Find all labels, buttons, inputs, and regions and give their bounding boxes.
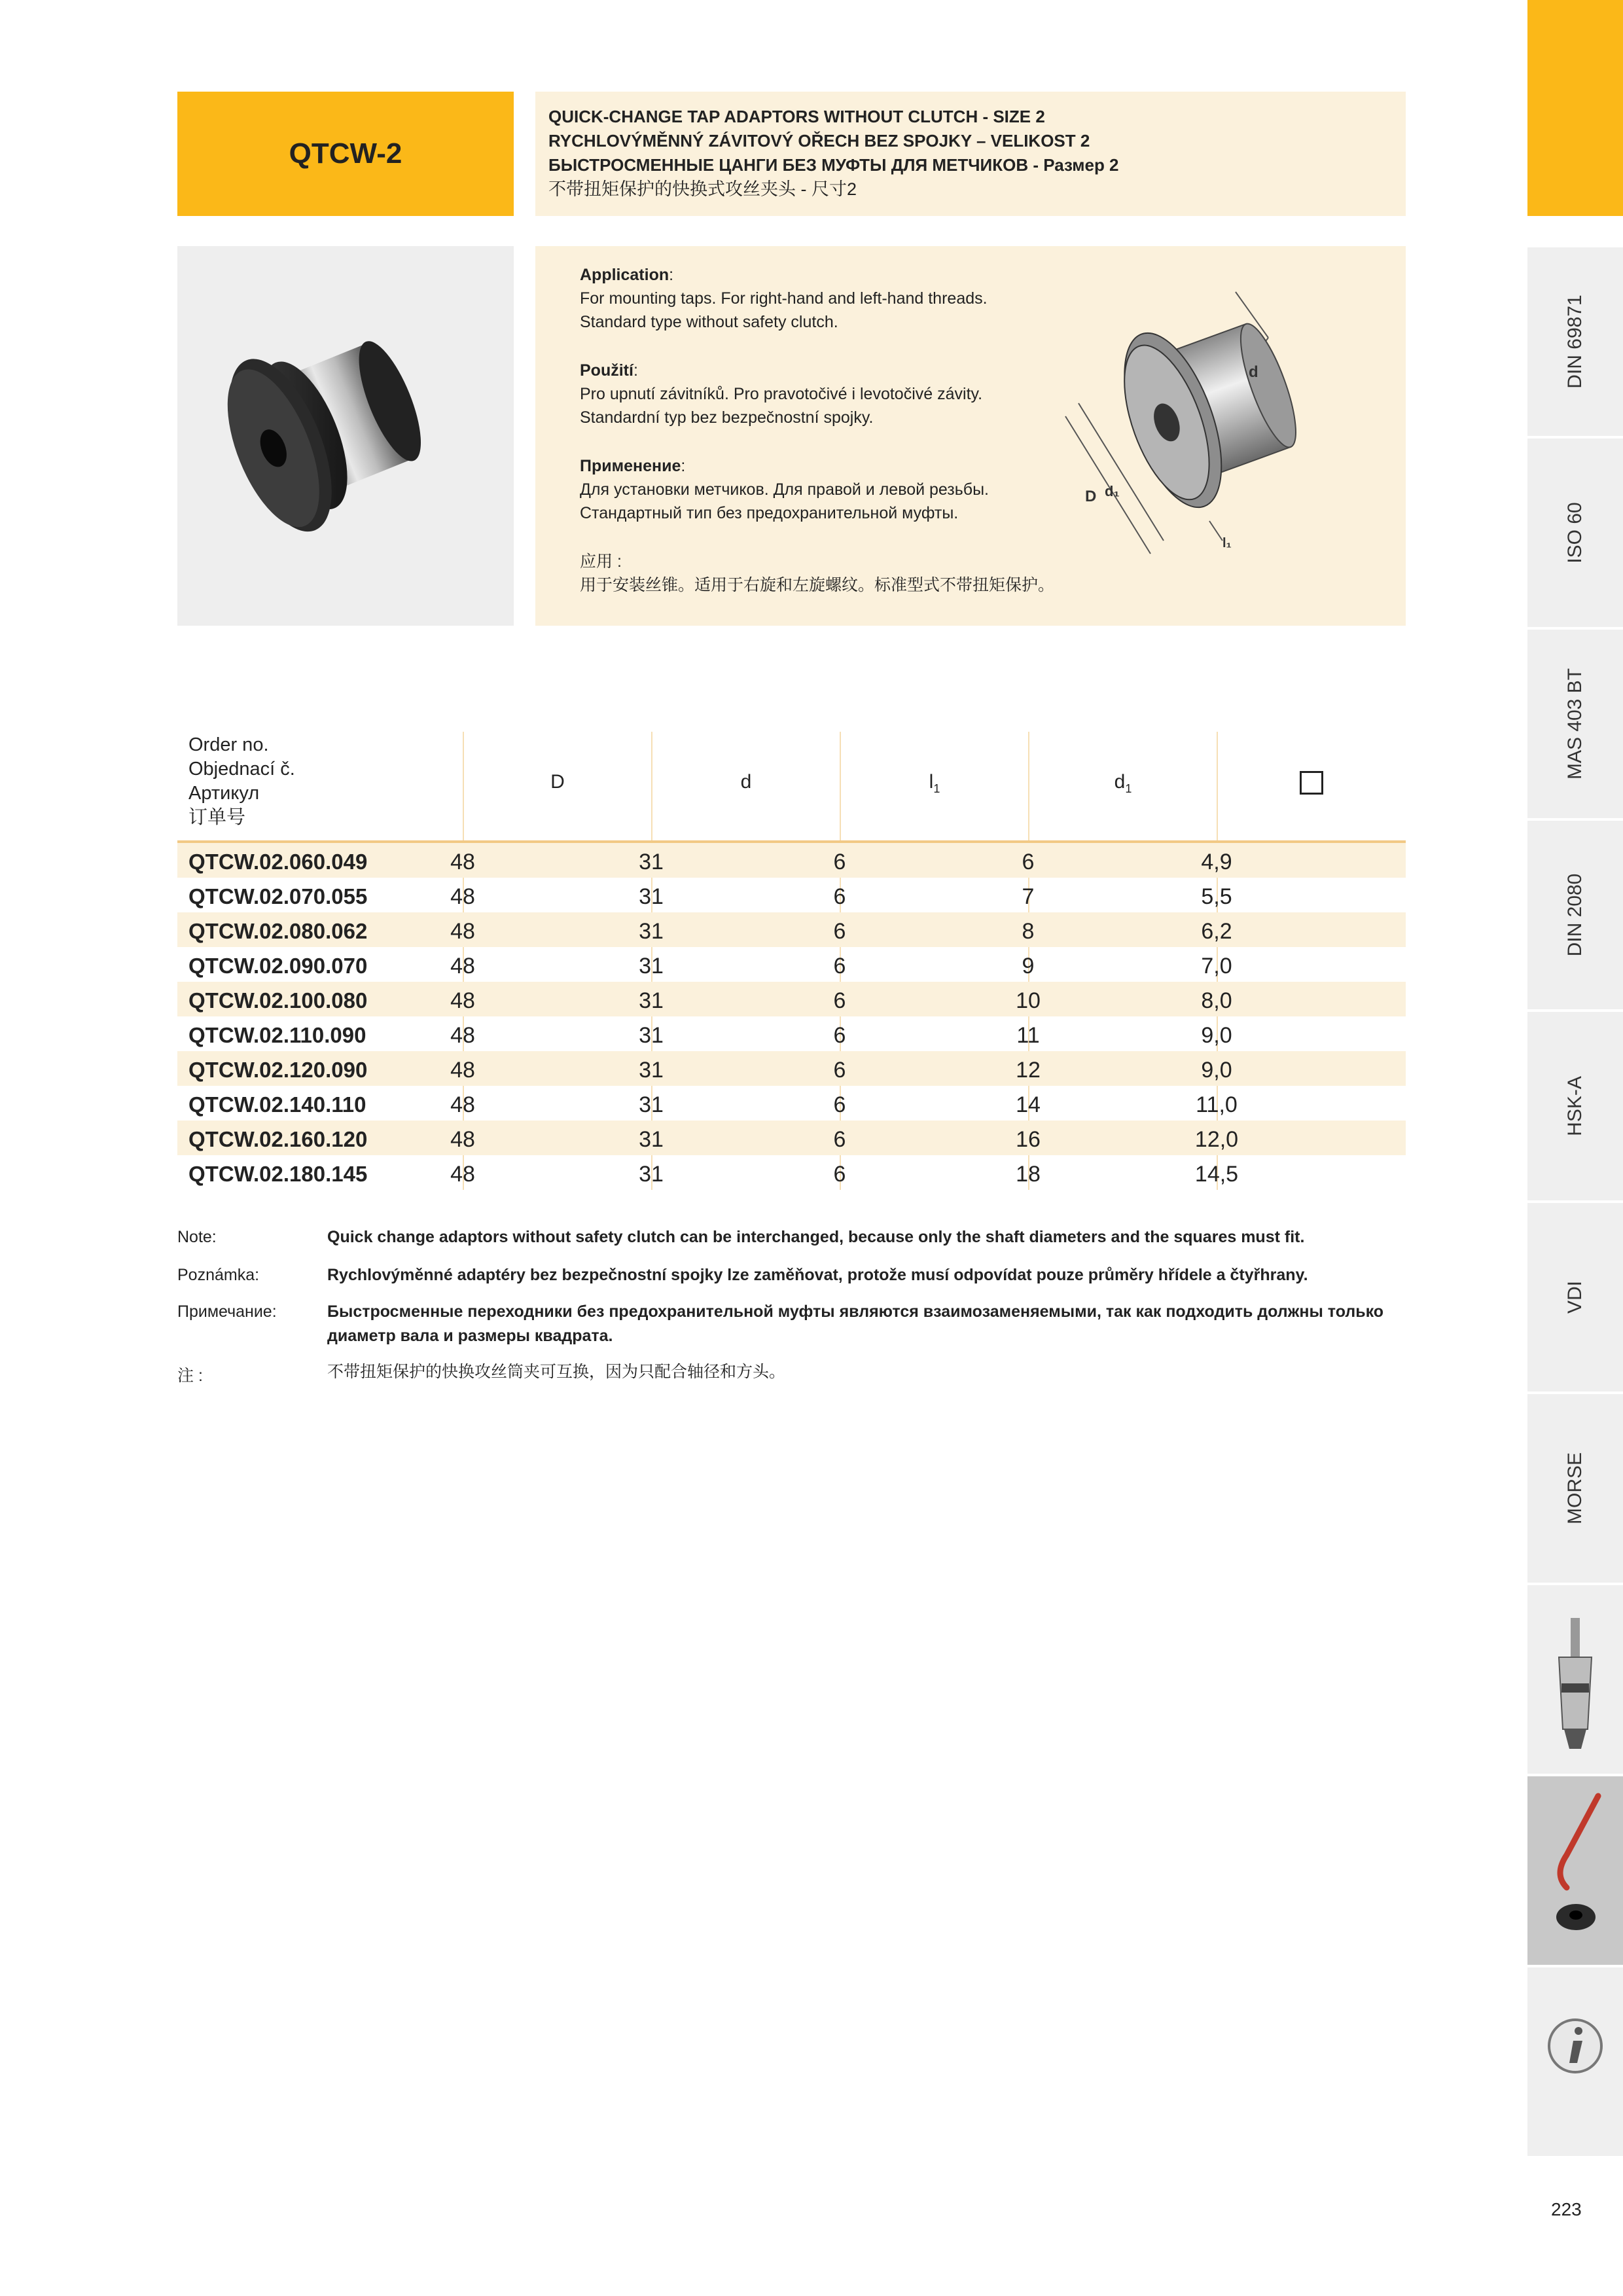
cell-D: 48 [450, 919, 475, 944]
square-icon [1300, 771, 1323, 795]
order-code: QTCW.02.060.049 [188, 850, 368, 874]
order-code: QTCW.02.120.090 [188, 1058, 368, 1082]
table-row [177, 1086, 1406, 1121]
col-header-D: D [550, 771, 565, 793]
cell-d1: 18 [1016, 1162, 1041, 1187]
cell-d: 31 [639, 1127, 664, 1152]
technical-drawing [1052, 272, 1393, 560]
table-row [177, 1016, 1406, 1051]
application-en-line1: For mounting taps. For right-hand and left-hand threads. [580, 289, 988, 308]
cell-square: 12,0 [1194, 1127, 1239, 1152]
order-no-ru: Артикул [188, 783, 260, 804]
cell-d: 31 [639, 1092, 664, 1117]
order-code: QTCW.02.090.070 [188, 954, 368, 978]
tab-info[interactable] [1527, 1967, 1623, 2156]
cell-l1: 6 [833, 919, 846, 944]
tab-drill-chuck[interactable] [1527, 1585, 1623, 1774]
cell-d: 31 [639, 1162, 664, 1187]
note-text-en: Quick change adaptors without safety clutch can be interchanged, because only the shaft diameters and the squares must fit. [327, 1228, 1305, 1246]
label-d1: d₁ [1105, 483, 1120, 499]
cell-d1: 6 [1022, 850, 1035, 874]
product-code-box [177, 92, 514, 216]
cell-d1: 10 [1016, 988, 1041, 1013]
cell-l1: 6 [833, 1162, 846, 1187]
order-code: QTCW.02.100.080 [188, 988, 368, 1013]
cell-D: 48 [450, 1092, 475, 1117]
application-title-en: Application [580, 266, 669, 284]
cell-D: 48 [450, 1127, 475, 1152]
cell-square: 4,9 [1201, 850, 1232, 874]
title-en: QUICK-CHANGE TAP ADAPTORS WITHOUT CLUTCH - SIZE 2 [548, 107, 1045, 126]
wrench-and-adaptor-icon [1527, 1776, 1623, 1965]
cell-D: 48 [450, 954, 475, 978]
title-cn: 不带扭矩保护的快换式攻丝夹头 - 尺寸2 [548, 179, 857, 199]
application-cz-line2: Standardní typ bez bezpečnostní spojky. [580, 408, 874, 427]
cell-square: 14,5 [1194, 1162, 1239, 1187]
cell-l1: 6 [833, 1127, 846, 1152]
table-row [177, 1155, 1406, 1190]
cell-D: 48 [450, 1162, 475, 1187]
application-title-cn: 应用 [580, 552, 613, 571]
cell-d1: 7 [1022, 884, 1035, 909]
cell-l1: 6 [833, 850, 846, 874]
note-label-cn: 注 : [177, 1367, 203, 1385]
order-code: QTCW.02.070.055 [188, 884, 368, 908]
cell-l1: 6 [833, 1058, 846, 1083]
order-code: QTCW.02.080.062 [188, 919, 368, 943]
note-text-cz: Rychlovýměnné adaptéry bez bezpečnostní spojky lze zaměňovat, protože musí odpovídat pouze průměry hřídele a čtyřhrany. [327, 1266, 1308, 1284]
cell-d1: 9 [1022, 954, 1035, 978]
order-no-cz: Objednací č. [188, 759, 295, 780]
cell-d1: 16 [1016, 1127, 1041, 1152]
order-code: QTCW.02.180.145 [188, 1162, 368, 1186]
table-row [177, 878, 1406, 912]
cell-d1: 8 [1022, 919, 1035, 944]
label-l1: l₁ [1222, 536, 1232, 550]
cell-l1: 6 [833, 988, 846, 1013]
cell-l1: 6 [833, 954, 846, 978]
cell-d: 31 [639, 884, 664, 909]
cell-l1: 6 [833, 884, 846, 909]
cell-D: 48 [450, 1058, 475, 1083]
tab-iso-60[interactable]: ISO 60 [1527, 439, 1623, 627]
table-row [177, 1051, 1406, 1086]
product-photo [177, 246, 514, 626]
application-ru-line2: Стандартный тип без предохранительной муфты. [580, 504, 959, 522]
cell-d: 31 [639, 988, 664, 1013]
title-cz: RYCHLOVÝMĚNNÝ ZÁVITOVÝ OŘECH BEZ SPOJKY – VELIKOST 2 [548, 131, 1090, 151]
cell-l1: 6 [833, 1023, 846, 1048]
tab-din-2080[interactable]: DIN 2080 [1527, 821, 1623, 1009]
order-code: QTCW.02.160.120 [188, 1127, 368, 1151]
table-row [177, 1121, 1406, 1155]
page-number: 223 [1551, 2199, 1582, 2219]
order-no-en: Order no. [188, 734, 269, 755]
note-label-ru: Примечание: [177, 1302, 277, 1321]
label-d: d [1249, 363, 1258, 381]
order-code: QTCW.02.140.110 [188, 1092, 366, 1117]
note-label-en: Note: [177, 1228, 217, 1246]
col-header-d1: $d_1$ [1114, 771, 1132, 795]
table-row [177, 947, 1406, 982]
application-title-ru: Применение [580, 457, 681, 475]
tab-mas-403-bt[interactable]: MAS 403 BT [1527, 630, 1623, 818]
cell-d: 31 [639, 1023, 664, 1048]
cell-D: 48 [450, 850, 475, 874]
cell-D: 48 [450, 1023, 475, 1048]
table-row [177, 843, 1406, 878]
cell-square: 9,0 [1201, 1023, 1232, 1048]
col-header-l1: $l_1$ [929, 771, 940, 795]
cell-square: 6,2 [1201, 919, 1232, 944]
cell-square: 8,0 [1201, 988, 1232, 1013]
tab-accent [1527, 0, 1623, 216]
cell-D: 48 [450, 988, 475, 1013]
info-icon [1527, 1967, 1623, 2156]
tab-vdi[interactable]: VDI [1527, 1203, 1623, 1391]
application-en-line2: Standard type without safety clutch. [580, 313, 838, 331]
application-title-cz: Použití [580, 361, 633, 380]
cell-square: 9,0 [1201, 1058, 1232, 1083]
cell-square: 11,0 [1196, 1092, 1238, 1117]
note-label-cz: Poznámka: [177, 1266, 260, 1284]
tap-adaptor-image [177, 246, 514, 626]
order-code: QTCW.02.110.090 [188, 1023, 366, 1047]
cell-d1: 11 [1016, 1023, 1040, 1048]
application-box: Application: For mounting taps. For right-hand and left-hand threads. Standard type without safety clutch. Použití: Pro upnutí závitníků. Pro pravotočivé i levotočivé závity. Standardní typ bez bezpečnostní spojky. Применение: Для установки метчиков. Для правой и левой резьбы. Стандартный тип без предохранительной муфты. 应用 : 用于安装丝锥。适用于右旋和左旋螺纹。标准型式不带扭矩保护。 d D d₁ l₁ [535, 246, 1406, 626]
cell-d1: 12 [1016, 1058, 1041, 1083]
tab-hsk-a[interactable]: HSK-A [1527, 1012, 1623, 1200]
cell-d: 31 [639, 1058, 664, 1083]
cell-d: 31 [639, 954, 664, 978]
note-text-cn: 不带扭矩保护的快换攻丝筒夹可互换，因为只配合轴径和方头。 [327, 1363, 786, 1381]
col-header-square [1285, 771, 1338, 800]
cell-d: 31 [639, 919, 664, 944]
product-title-box [535, 92, 1406, 216]
cell-d1: 14 [1016, 1092, 1041, 1117]
cell-square: 7,0 [1201, 954, 1232, 978]
table-row [177, 982, 1406, 1016]
cell-square: 5,5 [1201, 884, 1232, 909]
drill-chuck-icon [1527, 1585, 1623, 1774]
product-code: QTCW-2 [289, 137, 402, 170]
tab-tap-adaptors[interactable] [1527, 1776, 1623, 1965]
cell-l1: 6 [833, 1092, 846, 1117]
cell-d: 31 [639, 850, 664, 874]
title-ru: БЫСТРОСМЕННЫЕ ЦАНГИ БЕЗ МУФТЫ ДЛЯ МЕТЧИКОВ - Размер 2 [548, 155, 1119, 175]
application-ru-line1: Для установки метчиков. Для правой и левой резьбы. [580, 480, 989, 499]
tab-morse[interactable]: MORSE [1527, 1394, 1623, 1583]
application-cz-line1: Pro upnutí závitníků. Pro pravotočivé i levotočivé závity. [580, 385, 983, 403]
tab-din-69871[interactable]: DIN 69871 [1527, 247, 1623, 436]
table-row [177, 912, 1406, 947]
application-cn-line1: 用于安装丝锥。适用于右旋和左旋螺纹。标准型式不带扭矩保护。 [580, 576, 1055, 594]
cell-D: 48 [450, 884, 475, 909]
label-D: D [1085, 488, 1097, 505]
col-header-d: d [740, 771, 752, 793]
order-no-cn: 订单号 [188, 807, 246, 828]
note-text-ru: Быстросменные переходники без предохранительной муфты являются взаимозаменяемыми, так как подходить должны только диаметр вала и размеры квадрата. [327, 1302, 1384, 1345]
